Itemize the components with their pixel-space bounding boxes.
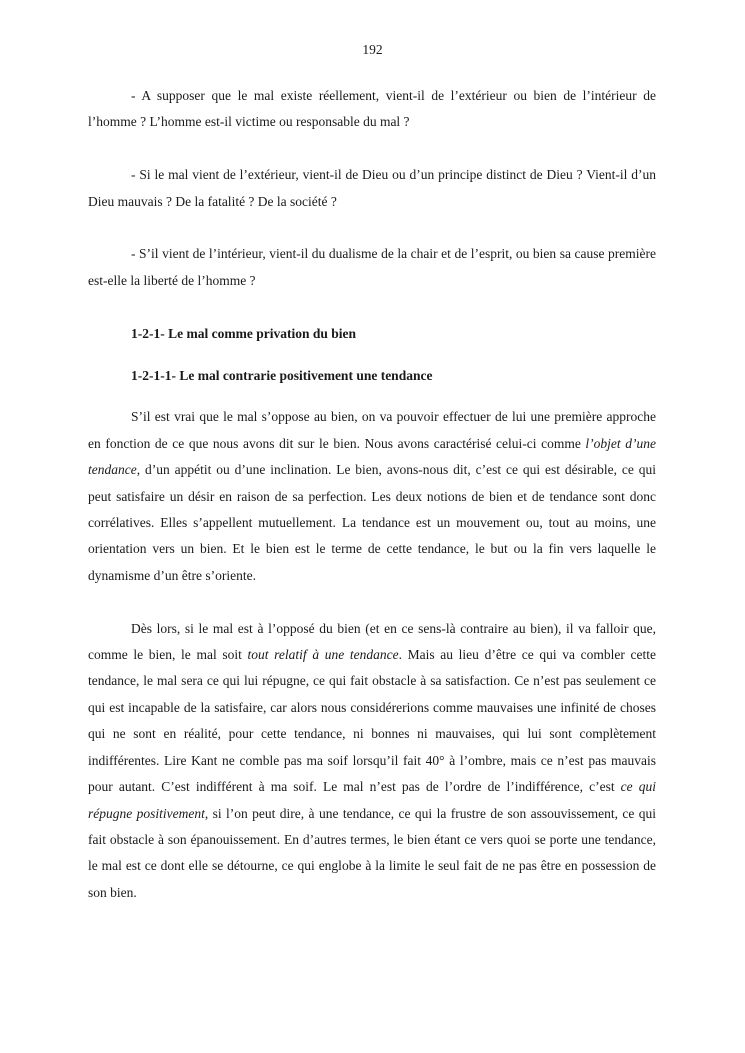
paragraph-2-text-c: , si l’on peut dire, à une tendance, ce qui la frustre de son assouvissement, ce qui fait obstacle à son épanouissement. En d’autres termes, le bien étant ce vers quoi se porte une tendance, le mal est ce dont elle se détourne, ce qui englobe à la limite le seul fait de ne pas être en possession de son bien. <box>88 805 656 900</box>
subsection-heading: 1-2-1-1- Le mal contrarie positivement une tendance <box>131 368 433 384</box>
question-2: - Si le mal vient de l’extérieur, vient-il de Dieu ou d’un principe distinct de Dieu ? Vient-il d’un Dieu mauvais ? De la fatalité ? De la société ? <box>88 167 656 209</box>
paragraph-2-text-a: Dès lors, si le mal est à l’opposé du bien (et en ce sens-là contraire au bien), il va falloir que, comme le bien, le mal soit <box>88 620 656 663</box>
paragraph-2-text-b: . Mais au lieu d’être ce qui va combler cette tendance, le mal sera ce qui lui répugne, ce qui fait obstacle à sa satisfaction. Ce n’est pas seulement ce qui est incapable de la satisfaire, car alors nous considérerions comme mauvaises une infinité de choses qui ne sont en réalité, pour cette tendance, ni bonnes ni mauvaises, qui lui sont complètement indifférentes. Lire Kant ne comble pas ma soif lorsqu’il fait 40° à l’ombre, mais ce n’est pas mauvais pour autant. C’est indifférent à ma soif. Le mal n’est pas de l’ordre de l’indifférence, c’est <box>88 647 657 795</box>
paragraph-2 <box>88 616 656 906</box>
paragraph-1-emphasis: l’objet d’une tendance <box>88 435 656 478</box>
paragraph-2-emphasis-1: tout relatif à une tendance <box>247 647 399 663</box>
paragraph-2-emphasis-2: ce qui répugne positivement <box>88 779 656 821</box>
document-body <box>88 83 656 933</box>
question-3: - S’il vient de l’intérieur, vient-il du dualisme de la chair et de l’esprit, ou bien sa cause première est-elle la liberté de l’homme ? <box>88 246 656 288</box>
question-1: - A supposer que le mal existe réellement, vient-il de l’extérieur ou bien de l’intérieur de l’homme ? L’homme est-il victime ou responsable du mal ? <box>88 88 656 130</box>
paragraph-1-text-a: S’il est vrai que le mal s’oppose au bien, on va pouvoir effectuer de lui une première approche en fonction de ce que nous avons dit sur le bien. Nous avons caractérisé celui-ci comme <box>88 409 656 451</box>
page-number: 192 <box>362 42 383 57</box>
paragraph-1-text-b: , d’un appétit ou d’une inclination. Le bien, avons-nous dit, c’est ce qui est désirable, ce qui peut satisfaire un désir en raison de sa perfection. Les deux notions de bien et de tendance sont donc corrélatives. Elles s’appellent mutuellement. La tendance est un mouvement ou, tout au moins, une orientation vers un bien. Et le bien est le terme de cette tendance, le but ou la fin vers laquelle le dynamisme d’un être s’oriente. <box>88 462 656 583</box>
section-heading: 1-2-1- Le mal comme privation du bien <box>131 325 356 341</box>
paragraph-1 <box>88 404 656 589</box>
